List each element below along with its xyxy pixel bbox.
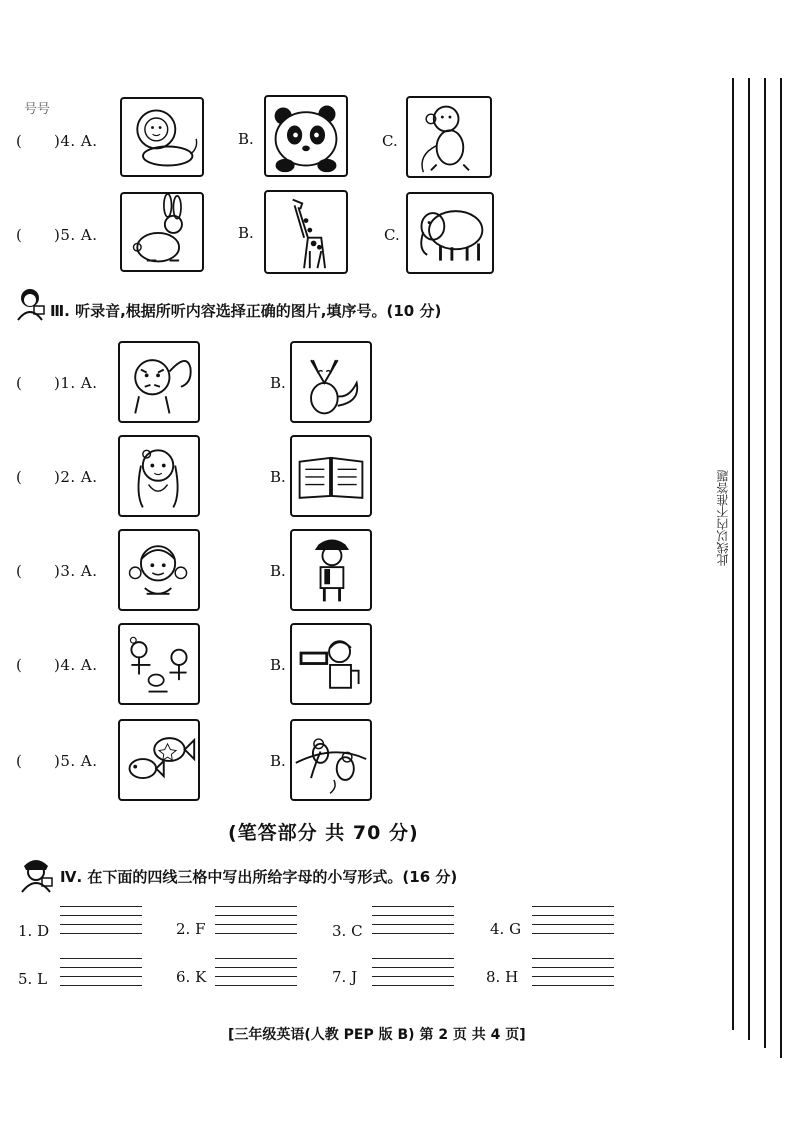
tiger-icon [120,343,198,421]
option-c-image[interactable] [406,192,494,274]
student-avatar-icon [16,854,56,894]
four-line-grid[interactable] [215,958,297,988]
question-label: ( )1. A. [16,374,98,392]
option-b-label: B. [270,468,286,486]
four-line-grid[interactable] [532,906,614,936]
lion-icon [122,99,202,175]
giraffe-icon [266,192,346,272]
option-a-image[interactable] [118,719,200,801]
page-footer: [三年级英语(人教 PEP 版 B) 第 2 页 共 4 页] [228,1027,526,1043]
book-icon [292,437,370,515]
letter-item: 6. K [176,968,207,986]
panda-icon [266,97,346,175]
four-line-grid[interactable] [372,958,454,988]
binding-line [764,78,766,1048]
option-c-image[interactable] [406,96,492,178]
option-b-image[interactable] [290,623,372,705]
letter-item: 1. D [18,922,50,940]
elephant-icon [408,194,492,272]
section-4-heading: Ⅳ. 在下面的四线三格中写出所给字母的小写形式。(16 分) [60,868,458,886]
letter-item: 4. G [490,920,522,938]
letter-item: 5. L [18,970,48,988]
option-b-image[interactable] [290,719,372,801]
boy-icon [292,531,370,609]
option-b-image[interactable] [290,529,372,611]
binding-line [780,78,782,1058]
option-b-image[interactable] [290,341,372,423]
option-b-label: B. [270,752,286,770]
letter-item: 7. J [332,968,358,986]
option-b-image[interactable] [264,190,348,274]
option-c-label: C. [384,226,400,244]
girl-icon [120,437,198,515]
option-a-image[interactable] [118,529,200,611]
option-b-label: B. [238,224,254,242]
four-line-grid[interactable] [372,906,454,936]
question-label: ( )2. A. [16,468,98,486]
binding-line [732,78,734,1030]
question-label: ( )4. A. [16,656,98,674]
option-b-image[interactable] [290,435,372,517]
question-label: ( )4. A. [16,132,98,150]
option-c-label: C. [382,132,398,150]
section-3-heading: Ⅲ. 听录音,根据所听内容选择正确的图片,填序号。(10 分) [50,302,442,320]
binding-notice: 此线以内不准答题 [716,470,730,566]
question-label: ( )3. A. [16,562,98,580]
fish-icon [120,721,198,799]
option-b-label: B. [270,656,286,674]
binding-line [748,78,750,1040]
rabbit-icon [122,194,202,270]
option-a-image[interactable] [118,341,200,423]
four-line-grid[interactable] [60,906,142,936]
monkey-icon [408,98,490,176]
option-b-label: B. [270,374,286,392]
letter-item: 8. H [486,968,519,986]
girl-face-icon [120,531,198,609]
four-line-grid[interactable] [60,958,142,988]
question-label: ( )5. A. [16,752,98,770]
top-mark: 号号 [24,102,51,117]
birds-icon [292,721,370,799]
kids-playing-icon [120,625,198,703]
four-line-grid[interactable] [532,958,614,988]
option-a-image[interactable] [118,435,200,517]
option-b-image[interactable] [264,95,348,177]
option-a-image[interactable] [118,623,200,705]
option-b-label: B. [238,130,254,148]
boy-with-sign-icon [292,625,370,703]
letter-item: 2. F [176,920,206,938]
letter-item: 3. C [332,922,363,940]
fox-icon [292,343,370,421]
teacher-avatar-icon [12,286,48,322]
option-b-label: B. [270,562,286,580]
option-a-image[interactable] [120,97,204,177]
question-label: ( )5. A. [16,226,98,244]
option-a-image[interactable] [120,192,204,272]
four-line-grid[interactable] [215,906,297,936]
written-section-title: (笔答部分 共 70 分) [228,822,419,844]
